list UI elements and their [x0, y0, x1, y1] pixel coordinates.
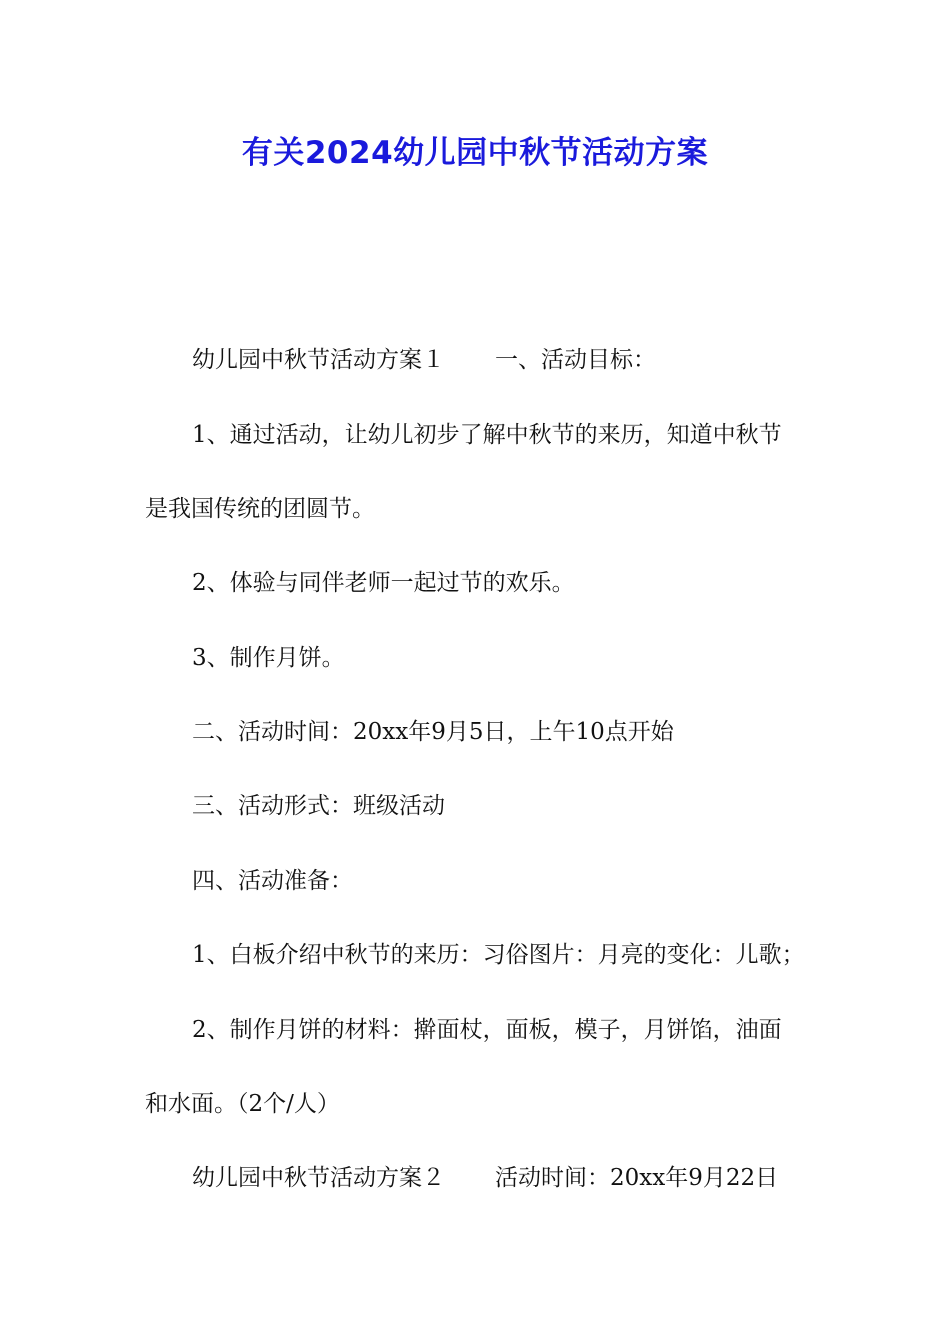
paragraph-line: 1、通过活动，让幼儿初步了解中秋节的来历，知道中秋节 [192, 422, 782, 448]
paragraph-line: 和水面。（2个/人） [145, 1091, 340, 1117]
paragraph-line: 四、活动准备： [192, 868, 353, 894]
paragraph-line [192, 343, 656, 377]
paragraph-line: 3、制作月饼。 [192, 645, 345, 671]
paragraph-line: 二、活动时间：20xx年9月5日，上午10点开始 [192, 719, 674, 745]
subsection-heading-goals: 一、活动目标： [495, 347, 656, 373]
paragraph-line [192, 1161, 778, 1195]
section-heading-plan-1: 幼儿园中秋节活动方案１ [192, 347, 445, 373]
paragraph-line: 2、制作月饼的材料：擀面杖，面板，模子，月饼馅，油面 [192, 1017, 782, 1043]
paragraph-line: 1、白板介绍中秋节的来历：习俗图片：月亮的变化：儿歌； [192, 942, 805, 968]
activity-time-text: 活动时间：20xx年9月22日 [495, 1165, 779, 1191]
section-heading-plan-2: 幼儿园中秋节活动方案２ [192, 1165, 445, 1191]
paragraph-line: 2、体验与同伴老师一起过节的欢乐。 [192, 570, 575, 596]
document-title: 有关2024幼儿园中秋节活动方案 [241, 135, 709, 171]
paragraph-line: 三、活动形式：班级活动 [192, 793, 445, 819]
paragraph-line: 是我国传统的团圆节。 [145, 496, 375, 522]
